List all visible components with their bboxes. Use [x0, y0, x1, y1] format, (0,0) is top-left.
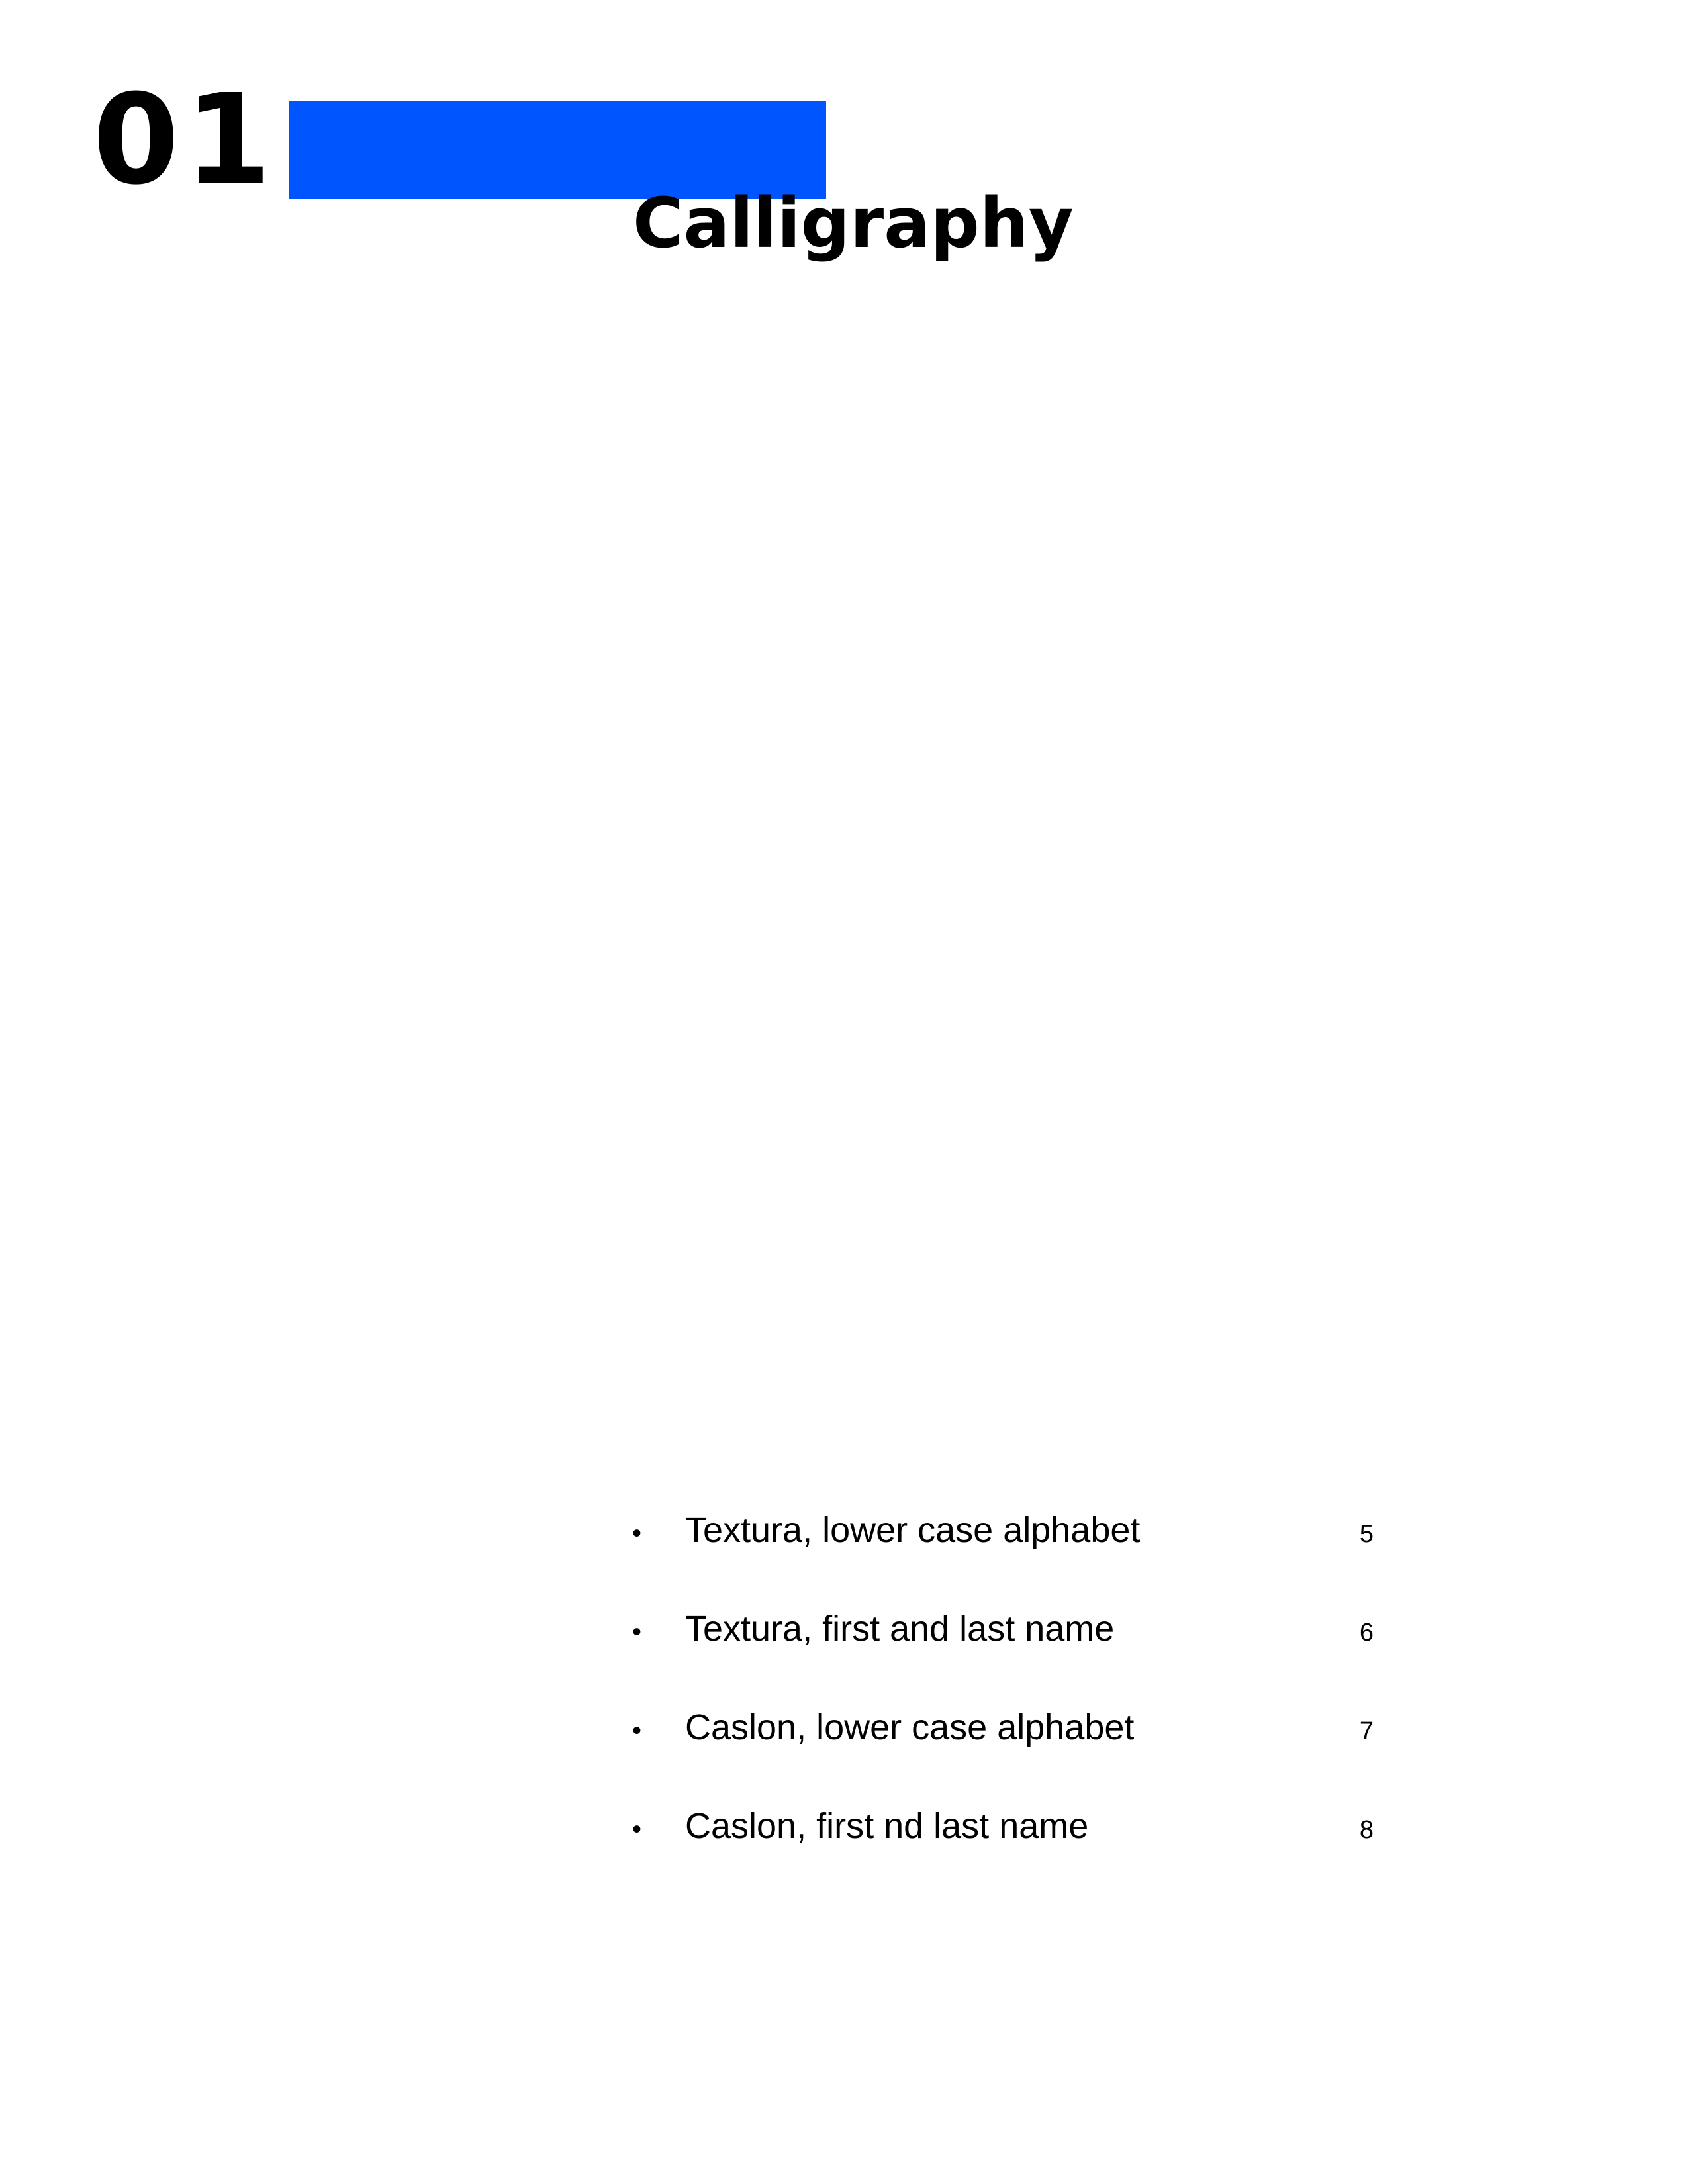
table-of-contents: [632, 1512, 1374, 1907]
section-number: 01: [93, 68, 277, 212]
toc-page-number: 8: [1359, 1816, 1374, 1844]
toc-page-number: 6: [1359, 1619, 1374, 1647]
toc-item[interactable]: [632, 1808, 1374, 1907]
toc-item-label: Textura, lower case alphabet: [685, 1510, 1141, 1550]
toc-page-number: 5: [1359, 1520, 1374, 1548]
bullet-icon: •: [632, 1716, 642, 1745]
toc-item-label: Caslon, lower case alphabet: [685, 1707, 1135, 1747]
section-title: Calligraphy: [633, 183, 1074, 263]
toc-item-label: Caslon, first nd last name: [685, 1806, 1089, 1846]
toc-page-number: 7: [1359, 1717, 1374, 1745]
toc-item[interactable]: [632, 1512, 1374, 1611]
bullet-icon: •: [632, 1519, 642, 1548]
toc-item[interactable]: [632, 1709, 1374, 1808]
toc-item-label: Textura, first and last name: [685, 1609, 1115, 1649]
bullet-icon: •: [632, 1617, 642, 1647]
toc-item[interactable]: [632, 1611, 1374, 1709]
bullet-icon: •: [632, 1815, 642, 1844]
